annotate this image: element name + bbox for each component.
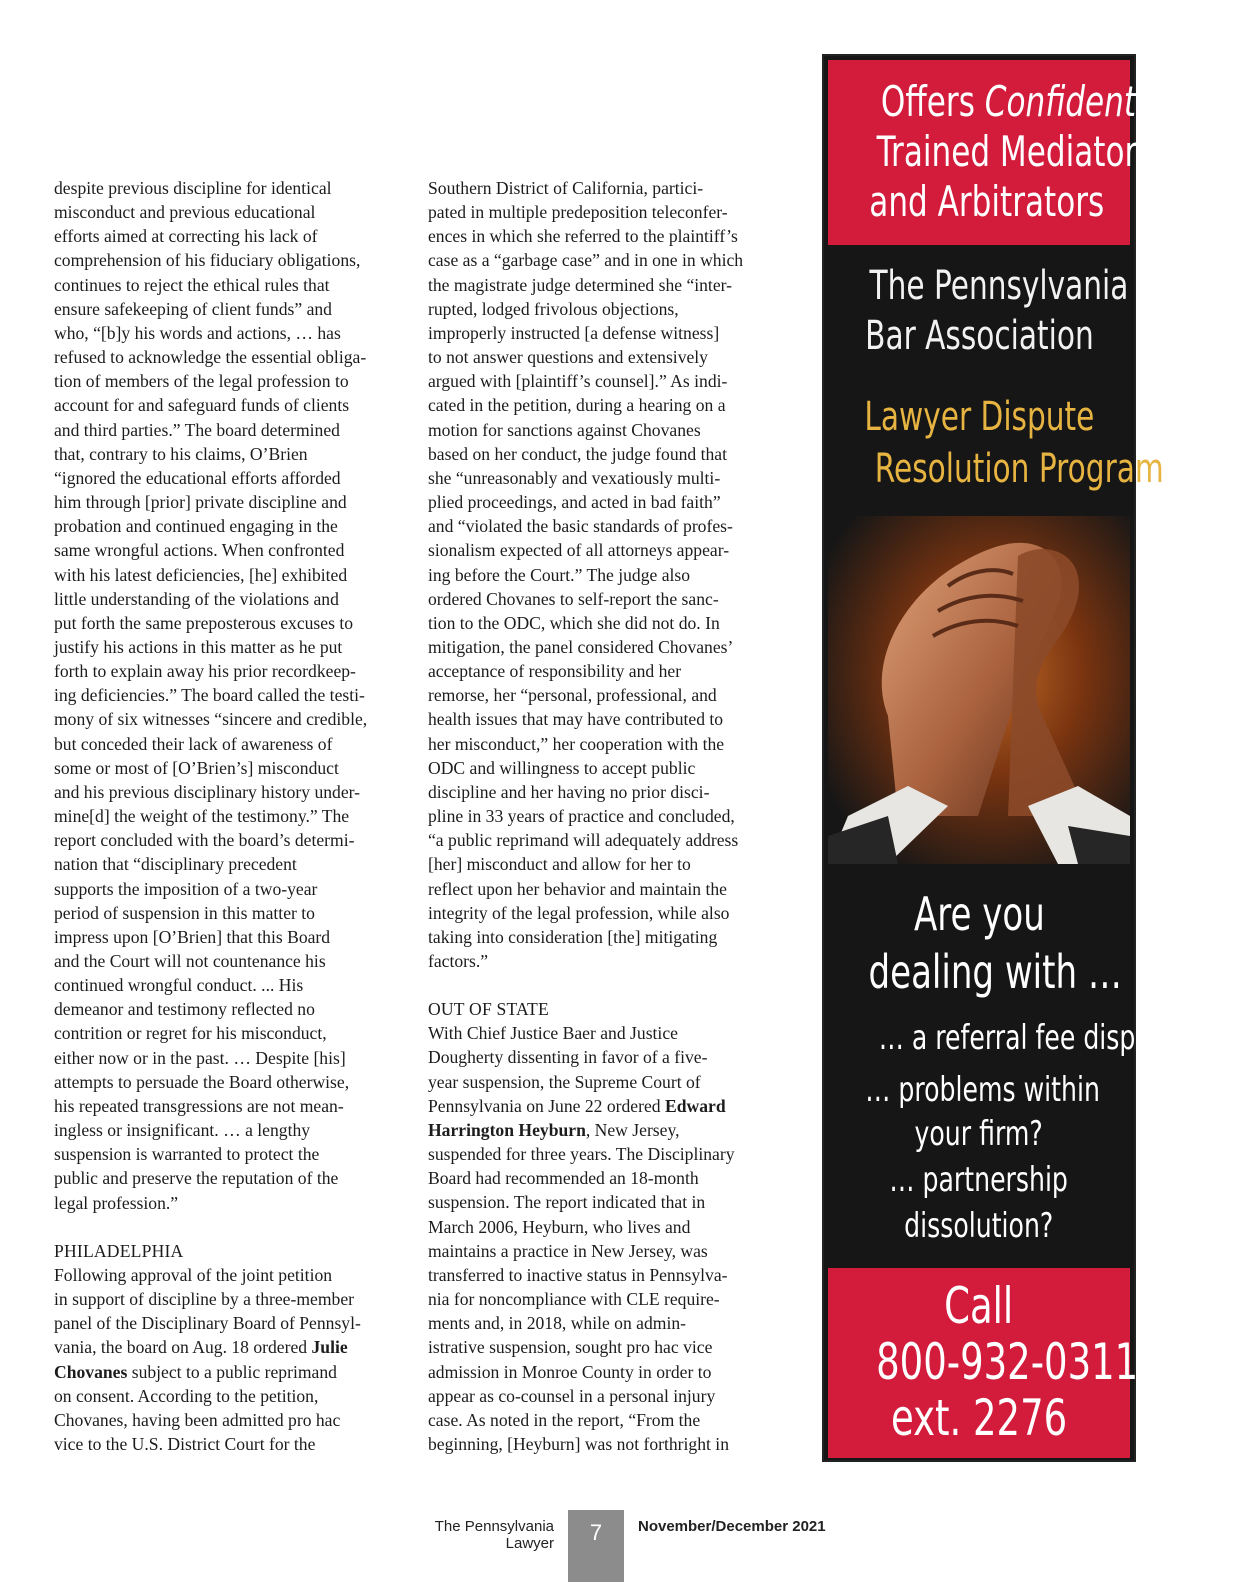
text-line: health issues that may have contributed to — [428, 709, 724, 730]
text-line: and “violated the basic standards of profes- — [428, 516, 733, 537]
text-line: suspended for three years. The Disciplinary — [428, 1144, 735, 1165]
ad-headline-line: Offers Confidential, — [880, 77, 1183, 126]
text-line: panel of the Disciplinary Board of Pennsyl- — [54, 1313, 361, 1334]
text-line: put forth the same preposterous excuses to — [54, 612, 354, 633]
text-line: discipline and her having no prior disci- — [428, 781, 710, 802]
text-line: and third parties.” The board determined — [54, 419, 340, 440]
text-line: acceptance of responsibility and her — [428, 661, 682, 682]
text-line: ODC and willingness to accept public — [428, 757, 696, 778]
text-line: admission in Monroe County in order to — [428, 1361, 712, 1382]
text-line: appear as co-counsel in a personal injury — [428, 1385, 716, 1406]
text-line: some or most of [O’Brien’s] misconduct — [54, 757, 339, 778]
ad-call-block — [828, 1268, 1150, 1458]
article-column-middle — [428, 176, 776, 1456]
ad-phone-number: 800-932-0311, — [876, 1333, 1150, 1391]
ad-question-line: dissolution? — [904, 1206, 1054, 1246]
text-line: rupted, lodged frivolous objections, — [428, 298, 679, 319]
text-line: nia for noncompliance with CLE require- — [428, 1289, 720, 1310]
text-line: attempts to persuade the Board otherwise, — [54, 1071, 350, 1092]
text-line: argued with [plaintiff’s counsel].” As indi- — [428, 371, 728, 392]
text-line: [her] misconduct and allow for her to — [428, 854, 691, 875]
text-line: beginning, [Heyburn] was not forthright in — [428, 1433, 729, 1454]
text-line: with his latest deficiencies, [he] exhibited — [54, 564, 348, 585]
text-line: period of suspension in this matter to — [54, 902, 315, 923]
text-line: ences in which she referred to the plaintiff’s — [428, 226, 738, 247]
text-line: efforts aimed at correcting his lack of — [54, 226, 318, 247]
text-line: ing before the Court.” The judge also — [428, 564, 691, 585]
text-line: Chovanes, having been admitted pro hac — [54, 1409, 341, 1430]
text-line: improperly instructed [a defense witness] — [428, 322, 720, 343]
text-line: ensure safekeeping of client funds” and — [54, 298, 332, 319]
text-line: justify his actions in this matter as he put — [54, 636, 343, 657]
text-line: remorse, her “personal, professional, and — [428, 685, 717, 706]
text-line: reflect upon her behavior and maintain the — [428, 878, 727, 899]
text-line: him through [prior] private discipline and — [54, 492, 347, 513]
text-line: ments and, in 2018, while on admin- — [428, 1313, 687, 1334]
text-line: suspension. The report indicated that in — [428, 1192, 706, 1213]
text-line: Dougherty dissenting in favor of a five- — [428, 1047, 708, 1068]
name-harrington-heyburn: Harrington Heyburn — [428, 1119, 586, 1140]
name-julie: Julie — [311, 1337, 348, 1358]
text-line: pated in multiple predeposition teleconfer- — [428, 202, 728, 223]
page-number: 7 — [568, 1510, 624, 1582]
text-line: based on her conduct, the judge found that — [428, 443, 728, 464]
text-line: continued wrongful conduct. ... His — [54, 975, 304, 996]
text-line: misconduct and previous educational — [54, 202, 316, 223]
text-line: report concluded with the board’s determi- — [54, 830, 355, 851]
text-line: mitigation, the panel considered Chovanes’ — [428, 636, 734, 657]
ad-program-line: Resolution Program — [874, 446, 1164, 492]
text-line: pline in 33 years of practice and concluded, — [428, 806, 735, 827]
ad-question-line: … partnership — [889, 1160, 1069, 1200]
text-line: ing deficiencies.” The board called the testi- — [54, 685, 365, 706]
text-line: legal profession.” — [54, 1192, 179, 1213]
footer-publication-name: The Pennsylvania Lawyer — [434, 1518, 554, 1552]
article-body-left — [54, 176, 400, 1215]
text-line: contrition or regret for his misconduct, — [54, 1023, 327, 1044]
ad-question-line: … a referral fee dispute? — [878, 1018, 1191, 1058]
name-edward: Edward — [664, 1095, 726, 1116]
text-line: suspension is warranted to protect the — [54, 1144, 320, 1165]
text-line: the magistrate judge determined she “inter- — [428, 274, 732, 295]
text-line: either now or in the past. … Despite [his] — [54, 1047, 346, 1068]
text-line: Southern District of California, partici- — [428, 178, 704, 198]
text-line: and his previous disciplinary history under- — [54, 781, 361, 802]
text-line: ingless or insignificant. … a lengthy — [54, 1120, 311, 1141]
ad-question-line: dealing with … — [868, 945, 1122, 999]
text-line: vice to the U.S. District Court for the — [54, 1433, 316, 1454]
text-line: refused to acknowledge the essential obliga- — [54, 347, 367, 368]
text-line: who, “[b]y his words and actions, … has — [54, 322, 341, 343]
text-line: but conceded their lack of awareness of — [54, 733, 333, 754]
text-line: Chovanes subject to a public reprimand — [54, 1361, 337, 1382]
text-line: to not answer questions and extensively — [428, 347, 708, 368]
text-line: her misconduct,” her cooperation with the — [428, 733, 725, 754]
text-line: tion to the ODC, which she did not do. In — [428, 612, 720, 633]
text-line: transferred to inactive status in Pennsylva- — [428, 1264, 728, 1285]
text-line: same wrongful actions. When confronted — [54, 540, 345, 561]
clasped-hands-image — [828, 516, 1130, 864]
ad-question-line: your firm? — [914, 1114, 1044, 1154]
section-heading-philadelphia: PHILADELPHIA — [54, 1240, 184, 1261]
text-line: With Chief Justice Baer and Justice — [428, 1023, 678, 1044]
text-line: case. As noted in the report, “From the — [428, 1409, 701, 1430]
text-line: year suspension, the Supreme Court of — [428, 1071, 701, 1092]
article-column-left — [54, 176, 400, 1456]
text-line: she “unreasonably and vexatiously multi- — [428, 467, 721, 488]
ad-headline-line: and Arbitrators — [869, 177, 1105, 226]
text-line: sionalism expected of all attorneys appear- — [428, 540, 730, 561]
text-line: Harrington Heyburn, New Jersey, — [428, 1119, 680, 1140]
text-line: istrative suspension, sought pro hac vice — [428, 1337, 713, 1358]
text-line: in support of discipline by a three-member — [54, 1289, 354, 1310]
text-line: maintains a practice in New Jersey, was — [428, 1240, 708, 1261]
ad-org-line: Bar Association — [864, 313, 1094, 359]
text-line: probation and continued engaging in the — [54, 516, 338, 537]
text-line: March 2006, Heyburn, who lives and — [428, 1216, 691, 1237]
ad-org-line: The Pennsylvania — [869, 263, 1129, 309]
text-line: “ignored the educational efforts afforded — [54, 467, 341, 488]
article-body-middle — [428, 176, 776, 973]
ad-headline-block — [828, 60, 1183, 245]
text-line: case as a “garbage case” and in one in which — [428, 250, 744, 271]
text-line: “a public reprimand will adequately address — [428, 830, 739, 851]
text-line: comprehension of his fiduciary obligations, — [54, 250, 361, 271]
mediation-advertisement — [822, 54, 1191, 1462]
text-line: despite previous discipline for identical — [54, 178, 332, 198]
text-line: his repeated transgressions are not mean- — [54, 1095, 344, 1116]
text-line: motion for sanctions against Chovanes — [428, 419, 701, 440]
text-line: vania, the board on Aug. 18 ordered Julie — [54, 1337, 348, 1358]
text-line: demeanor and testimony reflected no — [54, 999, 315, 1020]
text-line: public and preserve the reputation of the — [54, 1168, 339, 1189]
text-line: integrity of the legal profession, while also — [428, 902, 730, 923]
text-line: cated in the petition, during a hearing on a — [428, 395, 726, 416]
text-line: little understanding of the violations and — [54, 588, 339, 609]
text-line: mine[d] the weight of the testimony.” The — [54, 806, 350, 827]
footer-issue-date: November/December 2021 — [638, 1518, 826, 1535]
text-line: continues to reject the ethical rules that — [54, 274, 330, 295]
ad-program-line: Lawyer Dispute — [864, 394, 1095, 440]
ad-headline-line: Trained Mediators — [876, 127, 1154, 176]
text-line: Pennsylvania on June 22 ordered Edward — [428, 1095, 726, 1116]
section-heading-out-of-state: OUT OF STATE — [428, 999, 549, 1020]
text-line: nation that “disciplinary precedent — [54, 854, 297, 875]
ad-question-line: Are you — [913, 887, 1045, 941]
article-body-out-of-state — [428, 1142, 776, 1456]
ad-phone-extension: ext. 2276 — [890, 1389, 1068, 1447]
text-line: taking into consideration [the] mitigating — [428, 926, 718, 947]
text-line: supports the imposition of a two-year — [54, 878, 318, 899]
text-line: on consent. According to the petition, — [54, 1385, 319, 1406]
text-line: plied proceedings, and acted in bad faith” — [428, 492, 721, 513]
text-line: that, contrary to his claims, O’Brien — [54, 443, 308, 464]
ad-question-line: … problems within — [865, 1070, 1100, 1110]
ad-call-label: Call — [944, 1277, 1014, 1335]
text-line: ordered Chovanes to self-report the sanc- — [428, 588, 719, 609]
text-line: and the Court will not countenance his — [54, 951, 326, 971]
text-line: tion of members of the legal profession to — [54, 371, 349, 392]
text-line: impress upon [O’Brien] that this Board — [54, 926, 331, 947]
text-line: account for and safeguard funds of clients — [54, 395, 350, 416]
text-line: mony of six witnesses “sincere and credible, — [54, 709, 368, 730]
text-line: Board had recommended an 18-month — [428, 1168, 699, 1189]
name-chovanes: Chovanes — [54, 1361, 128, 1382]
text-line: forth to explain away his prior recordkeep- — [54, 661, 356, 682]
text-line: Following approval of the joint petition — [54, 1264, 333, 1285]
text-line: factors.” — [428, 951, 489, 971]
